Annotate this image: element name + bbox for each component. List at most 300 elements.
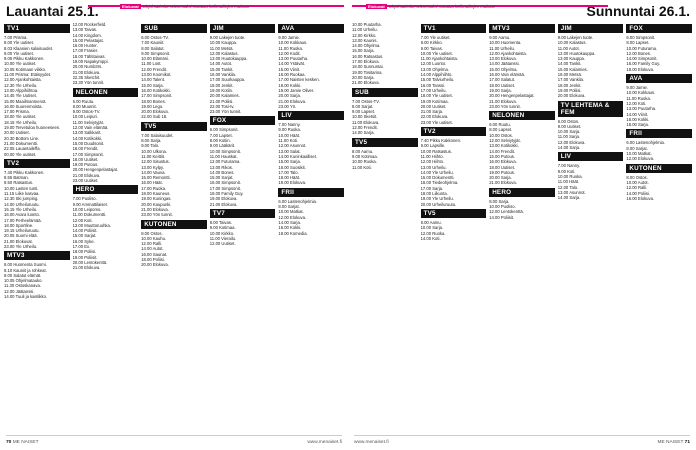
- program-listing: 13.00 Kaunis.: [352, 37, 378, 43]
- program-listing: 8.00 Yle uutiset.: [4, 40, 34, 46]
- program-listing: 13.00 Koomikot.: [141, 72, 172, 78]
- channel-header: FRII: [278, 188, 344, 197]
- program-listing: 16.00 Frendit.: [72, 146, 99, 152]
- program-listing: 11.00 Keittiö.: [141, 153, 166, 159]
- program-listing: 14.00 Tankit.: [557, 61, 582, 67]
- program-listing: 10.00 Ratsastus.: [420, 148, 453, 154]
- program-listing: 17.00 Vankila.: [557, 77, 585, 83]
- editorial-note: [120, 4, 249, 9]
- schedule-column: [626, 22, 692, 432]
- channel-header: SUB: [141, 24, 207, 33]
- program-listing: 12.00 Huutokauppa.: [557, 50, 596, 56]
- program-listing: 12.30 Yle Urheilu.: [4, 82, 38, 88]
- program-listing: 14.00 Viinit.: [626, 111, 649, 117]
- program-listing: 8.00 Sarjat.: [352, 103, 374, 109]
- page-footer: [6, 435, 342, 446]
- program-listing: 11.00 Hauskat.: [209, 153, 238, 159]
- program-listing: 17.00 Salatut.: [489, 77, 516, 83]
- program-listing: 7.00 Puoliso.: [72, 196, 97, 202]
- program-listing: 21.00 Elokuva.: [72, 172, 101, 178]
- program-listing: 14.00 Sarja.: [278, 219, 301, 225]
- program-listing: 17.00 Prisma.: [4, 109, 30, 115]
- program-listing: 14.00 Sarja.: [557, 195, 581, 201]
- program-listing: 23.00 Yle Urheilu.: [4, 243, 38, 249]
- program-listing: 12.00 Jäätanssi.: [4, 288, 35, 294]
- program-listing: 13.00 Ohjelma.: [420, 66, 449, 72]
- program-listing: 18.00 Elokuva.: [626, 66, 655, 72]
- program-listing: 19.00 Napakymppi.: [72, 59, 109, 65]
- program-listing: 6.00 Simpsonit.: [209, 127, 239, 133]
- program-listing: 16.00 Suosikit.: [278, 164, 306, 170]
- program-listing: 7.00 Salaisuudet.: [141, 132, 174, 138]
- program-listing: 11.00 Selviytyjät.: [72, 119, 104, 125]
- program-listing: 11.00 Urheilu.: [489, 45, 515, 51]
- program-listing: 6.00 Ostos-TV.: [141, 35, 169, 40]
- program-listing: 12.00 Rockerfield.: [72, 22, 107, 27]
- program-listing: 8.00 Aamu.: [420, 219, 442, 225]
- program-listing: 20.00 Hengenpelastajat.: [489, 93, 535, 99]
- program-listing: 13.00 Kotikokki.: [489, 143, 519, 149]
- program-listing: 7.00 Ostos-TV.: [352, 98, 380, 104]
- day-title: Lauantai 25.1.: [6, 3, 99, 19]
- channel-header: AVA: [278, 24, 344, 33]
- program-listing: 11.30 Ostoskanava.: [4, 283, 41, 289]
- program-listing: 6.00 Ostos.: [557, 118, 580, 124]
- program-listing: 10.00 Autot.: [626, 179, 649, 185]
- magazine-name: ME NAISET: [657, 439, 684, 445]
- program-listing: 10.00 Simpsonit.: [209, 148, 241, 154]
- program-listing: 9.05 Pikku Kakkonen.: [4, 56, 45, 62]
- program-listing: 12.00 Frendit.: [352, 125, 378, 131]
- program-listing: 20.00 Sarja.: [352, 74, 375, 80]
- program-listing: 12.00 Kirkko.: [352, 32, 377, 38]
- program-listing: 16.00 Metsä.: [557, 72, 582, 78]
- program-listing: 16.00 Hunter.: [72, 43, 98, 49]
- editorial-note: [366, 4, 495, 9]
- program-listing: 13.00 Asunnot.: [557, 189, 586, 195]
- program-listing: 18.00 Yle uutiset.: [420, 93, 453, 99]
- program-listing: 11.00 Autot.: [557, 45, 580, 51]
- program-listing: 8.00 Aamu.: [352, 148, 374, 154]
- program-listing: 9.00 Yle uutiset.: [4, 50, 34, 56]
- program-listing: 16.00 Tiedeohjelma.: [420, 180, 459, 186]
- program-listing: 11.00 Vierailu.: [209, 235, 237, 241]
- program-listing: 9.00 Salatut elämät.: [4, 272, 42, 278]
- program-listing: 13.00 Rikos.: [209, 164, 234, 170]
- program-listing: 9.00 Kotimaa.: [352, 153, 378, 159]
- program-listing: 20.00 Kalamies.: [209, 93, 240, 99]
- program-listing: 12.00 Frendit.: [141, 66, 168, 72]
- program-listing: 6.00 Huomenta Suomi.: [4, 262, 47, 268]
- program-listing: 15.00 Sarjat.: [209, 175, 234, 181]
- program-listing: 20.00 Sarja.: [278, 93, 301, 99]
- program-listing: 13.00 Huutokauppa.: [209, 56, 248, 62]
- program-listing: 12.00 Luonto.: [420, 61, 447, 67]
- channel-header: KUTONEN: [141, 220, 207, 229]
- program-listing: 10.00 Kauhu.: [141, 235, 167, 241]
- program-listing: 11.00 Sarja.: [557, 134, 581, 140]
- program-listing: 20.00 Elokuva.: [141, 262, 169, 268]
- program-listing: 12.00 Elokuva.: [626, 156, 655, 162]
- program-listing: 8.00 Sarjat.: [626, 145, 648, 151]
- program-listing: 19.15 Urheiluruutu.: [4, 228, 40, 234]
- category-tag: Elokuvat: [122, 4, 139, 9]
- program-listing: 14.00 Simpsonit.: [626, 56, 658, 62]
- schedule-column: [210, 22, 276, 432]
- program-listing: 8.10 Kauniit ja rohkeat.: [4, 267, 47, 273]
- program-listing: 10.00 Leipomo.: [72, 206, 102, 212]
- program-listing: 15.00 Duudsonit.: [72, 140, 105, 146]
- program-listing: 19.00 Yle Urheilu.: [420, 196, 454, 202]
- program-listing: 17.00 Simpsonit.: [141, 93, 173, 99]
- program-listing: 14.00 Talent.: [141, 77, 166, 83]
- program-listing: 18.00 Liikunta.: [420, 191, 448, 197]
- program-listing: 14.00 Poliisit.: [489, 214, 515, 220]
- program-listing: 7.40 Pikku Kakkonen.: [420, 138, 462, 144]
- program-listing: 14.00 Koti.: [420, 235, 441, 241]
- program-listing: 11.00 Hiihto.: [420, 153, 444, 159]
- program-listing: 12.00 Elokuva.: [278, 214, 307, 220]
- program-listing: 13.00 Elokuva.: [489, 56, 517, 62]
- program-listing: 14.00 Poliisi.: [626, 190, 651, 196]
- program-listing: 15.00 Dokumentti.: [420, 175, 455, 181]
- program-listing: 10.00 Elämäni.: [141, 56, 170, 62]
- program-listing: 17.00 Elokuva.: [352, 59, 380, 65]
- program-listing: 18.00 Sunnuntai.: [352, 64, 384, 70]
- program-listing: 10.05 Kotimaan viikko.: [4, 66, 47, 72]
- program-listing: 12.00 Elokuva.: [557, 139, 586, 145]
- program-listing: 13.00 Salkkarit.: [72, 130, 102, 136]
- program-listing: 15.00 Sarja.: [352, 48, 375, 54]
- program-listing: 14.00 Ohjelma.: [352, 43, 381, 49]
- program-listing: 14.00 Urheiluruutu.: [4, 201, 40, 207]
- program-listing: 13.00 Alppihiihtoa.: [4, 87, 39, 93]
- program-listing: 12.00 Sisustus.: [141, 159, 170, 165]
- channel-header: TV1: [421, 24, 487, 33]
- program-listing: 14.00 Ystävät.: [278, 61, 306, 67]
- program-listing: 19.00 Elokuva.: [209, 196, 238, 202]
- program-listing: 9.00 Lakejen tuote.: [557, 35, 594, 40]
- program-listing: 21.00 Elokuva.: [278, 98, 307, 104]
- program-listing: 10.00 Leipuri.: [72, 114, 98, 120]
- program-listing: 10.00 Ostos.: [489, 132, 513, 138]
- program-listing: 9.00 Koti.: [557, 168, 576, 174]
- program-listing: 14.00 Autot.: [141, 246, 164, 252]
- program-listing: 7.40 Pikku Kakkonen.: [4, 169, 45, 175]
- program-listing: 13.00 Kylpy.: [141, 164, 164, 170]
- program-listing: 20.00 Urheiluruutu.: [420, 201, 457, 207]
- channel-header: NELONEN: [489, 111, 555, 120]
- program-listing: 19.00 Poliisit.: [72, 254, 98, 260]
- program-listing: 9.00 Simpsonit.: [141, 50, 171, 56]
- program-listing: 12.00 Kodit.: [278, 50, 301, 56]
- schedule-column: [73, 22, 139, 432]
- program-listing: 20.00 Kaupunki.: [141, 201, 172, 207]
- program-listing: 14.00 Kotikokki.: [72, 135, 103, 141]
- program-listing: 18.00 Uutiset.: [489, 82, 516, 88]
- program-listing: 19.00 Elokuva.: [278, 180, 307, 186]
- program-listing: 13.00 Muuttoruuhka.: [72, 222, 112, 228]
- program-listing: 14.00 Sarja.: [557, 145, 581, 151]
- program-listing: 18.00 Bones.: [141, 98, 166, 104]
- program-listing: 00.00 Yle uutiset.: [4, 151, 37, 157]
- program-listing: 12.00 Ralli.: [626, 185, 648, 191]
- program-listing: 6.00 Ruutu.: [72, 98, 95, 104]
- schedule-column: [278, 22, 344, 432]
- program-listing: 8.00 Ostos.: [626, 174, 648, 180]
- program-listing: 12.00 Ajankohtaista.: [4, 77, 42, 83]
- program-listing: 18.15 Yle Urheilu.: [4, 119, 38, 125]
- program-listing: 10.00 Kirkko.: [209, 230, 235, 236]
- channel-header: JIM: [558, 24, 624, 33]
- editorial-text: Ohjelmatiedot seitsemäksi muuttua kellonaikojen mukaan: [142, 4, 250, 9]
- program-listing: 14.00 Kingdom.: [72, 32, 102, 38]
- program-listing: 15.00 Remontti.: [141, 175, 171, 181]
- program-listing: 12.00 Bones.: [626, 50, 652, 56]
- program-listing: 19.00 Kotiin.: [209, 87, 234, 93]
- program-listing: 9.00 Lakejen tuote.: [209, 35, 246, 40]
- program-listing: 14.00 Jäätanssi.: [489, 61, 520, 67]
- program-listing: 12.00 Talo.: [557, 184, 579, 190]
- program-listing: 16.00 Ruokaa.: [278, 72, 306, 78]
- program-listing: 11.00 Ajankohtaista.: [420, 56, 458, 62]
- channel-header: TV7: [210, 209, 276, 218]
- channel-header: FOX: [210, 116, 276, 125]
- program-listing: 21.00 Elokuva.: [72, 265, 101, 271]
- program-listing: 14.00 Sarja.: [352, 130, 375, 136]
- program-listing: 15.00 Putous.: [489, 153, 516, 159]
- program-listing: 13.00 Salat.: [278, 148, 301, 154]
- program-listing: 9.00 Ammattilaiset.: [72, 201, 108, 207]
- program-listing: 10.00 Puoliso.: [489, 204, 516, 210]
- program-listing: 12.00 Koti.: [626, 100, 647, 106]
- program-listing: 17.00 Suurkauppa.: [209, 77, 246, 83]
- program-listing: 21.00 Elokuva.: [489, 98, 517, 104]
- program-listing: 18.00 Uutiset.: [489, 164, 516, 170]
- program-listing: 9.00 Uutiset.: [557, 123, 582, 129]
- program-listing: 15.00 Sarjat.: [72, 233, 97, 239]
- program-listing: 23.00 Yö.: [278, 103, 297, 109]
- program-listing: 22.00 Sub 18.: [141, 114, 168, 120]
- footer-url[interactable]: www.menaiset.fi: [307, 439, 342, 445]
- program-listing: 20.00 Elokuva.: [557, 93, 586, 99]
- program-listing: 22.05 Lauantaileffa.: [4, 146, 41, 152]
- program-listing: 9.00 Aamu.: [489, 35, 511, 40]
- program-listing: 18.00 Family Guy.: [209, 191, 244, 197]
- program-listing: 7.00 Nanny.: [557, 163, 581, 169]
- program-listing: 16.00 Family Guy.: [626, 61, 661, 67]
- program-listing: 16.00 Kokki.: [626, 116, 650, 122]
- program-listing: 17.00 Sarja.: [420, 185, 444, 191]
- program-listing: 21.00 Elokuva.: [209, 201, 238, 207]
- program-listing: 19.00 Kotimaa.: [420, 98, 449, 104]
- program-listing: 9.00 Lapset.: [352, 109, 376, 115]
- program-listing: 12.30 Ski jumping.: [4, 196, 39, 202]
- program-listing: 7.00 Yle uutiset.: [420, 35, 451, 40]
- program-listing: 10.00 Yle uutiset.: [4, 61, 37, 67]
- program-listing: 12.00 Lentokenttä.: [489, 209, 524, 215]
- program-listing: 11.00 Häät.: [557, 179, 580, 185]
- program-listing: 12.00 Koti.: [72, 217, 93, 223]
- program-listing: 7.00 Kauniit.: [141, 40, 165, 46]
- channel-header: TV5: [421, 209, 487, 218]
- program-listing: 7.00 Lapset.: [209, 132, 233, 138]
- program-listing: 10.00 Kokkaus.: [278, 40, 308, 46]
- program-listing: 16.00 Saunat.: [141, 251, 168, 257]
- program-listing: 12.00 Vain elämää.: [72, 125, 109, 131]
- program-listing: 12.00 Hiihto.: [420, 159, 445, 165]
- program-listing: 8.00 Ostos.: [141, 230, 163, 236]
- program-listing: 12.00 Ruoka.: [420, 230, 446, 236]
- program-listing: 11.00 Ruoka.: [626, 95, 651, 101]
- program-listing: 10.00 Kauppa.: [209, 40, 238, 46]
- program-listing: 11.00 Prisma: Etäisyydet.: [4, 72, 52, 78]
- program-listing: 19.00 Putous.: [489, 169, 516, 175]
- program-listing: 8.03 Klaanien salaisuudet.: [4, 45, 54, 51]
- schedule-column: [421, 22, 487, 432]
- program-listing: 17.00 Simpsonit.: [72, 151, 104, 157]
- program-listing: 16.00 Syke.: [72, 238, 95, 244]
- program-listing: 9.00 Ostos-TV.: [72, 109, 101, 115]
- channel-header: FOX: [626, 24, 692, 33]
- program-listing: 17.00 Ruoka.: [141, 185, 167, 191]
- program-listing: 13.00 Puutarha.: [278, 56, 309, 62]
- program-listing: 9.00 Taivas.: [420, 45, 443, 51]
- program-listing: 18.00 Komedia.: [278, 230, 308, 236]
- channel-header: TV1: [4, 24, 70, 33]
- channel-header: MTV3: [4, 251, 70, 260]
- program-listing: 16.00 Elokuva.: [489, 159, 517, 165]
- program-listing: 6.00 Lastenohjelmia.: [626, 140, 666, 146]
- program-listing: 12.00 Selviytyjät.: [489, 138, 521, 144]
- channel-header: TV2: [4, 159, 70, 168]
- program-listing: 19.00 Tositarina.: [352, 69, 383, 75]
- channel-header: AVA: [626, 74, 692, 83]
- program-listing: 20.00 Elokuva.: [141, 109, 169, 115]
- program-listing: 15.00 Maailmanmenot.: [4, 98, 47, 104]
- program-listing: 15.15 Yle Urheilu.: [4, 206, 38, 212]
- program-listing: 16.00 Avara luonto.: [4, 212, 41, 218]
- program-listing: 14.00 Tuuli ja kaislikko.: [4, 294, 48, 300]
- program-listing: 14.00 Kuninkaalliset.: [278, 153, 318, 159]
- program-listing: 10.00 Matkat.: [626, 151, 652, 157]
- program-listing: 8.00 Lapset.: [626, 40, 650, 46]
- program-listing: 15.00 Ohjelma.: [489, 66, 518, 72]
- program-listing: 13.00 Urheilu.: [420, 164, 447, 170]
- program-listing: 6.00 Lastenohjelmia.: [278, 198, 318, 204]
- channel-header: FRII: [626, 129, 692, 138]
- program-listing: 7.00 Prisma.: [4, 35, 28, 40]
- program-listing: 15.00 Kalamies.: [557, 66, 588, 72]
- program-listing: 11.00 Dokumentti.: [72, 212, 107, 218]
- channel-header: TV5: [352, 138, 418, 147]
- program-listing: 12.00 Futurama.: [209, 159, 241, 165]
- program-listing: 22.35 Sketchit.: [72, 74, 101, 80]
- program-listing: 17.00 Urheilu.: [420, 87, 447, 93]
- program-listing: 15.00 Pelastajat.: [72, 37, 104, 43]
- program-listing: 22.00 Tosi-tv.: [209, 103, 235, 109]
- program-listing: 21.00 Elokuva.: [489, 180, 517, 186]
- program-listing: 11.00 Ruoka.: [278, 45, 303, 51]
- program-listing: 14.00 Bones.: [209, 169, 235, 175]
- footer-url[interactable]: www.menaiset.fi: [354, 439, 389, 445]
- program-listing: 10.00 Sketsit.: [352, 114, 378, 120]
- program-listing: 18.00 Yle uutiset.: [4, 114, 37, 120]
- channel-header: TV5: [141, 122, 207, 131]
- program-listing: 18.00 Uutiset.: [72, 156, 99, 162]
- program-listing: 18.00 Sarja.: [626, 122, 649, 128]
- program-listing: 20.00 Sarja.: [489, 175, 512, 181]
- program-listing: 14.00 Autot.: [209, 61, 233, 67]
- channel-header: HERO: [489, 188, 555, 197]
- program-listing: 10.00 Puutarha.: [352, 22, 382, 27]
- schedule-column: [558, 22, 624, 432]
- program-listing: 9.00 Ruoka.: [278, 127, 301, 133]
- program-listing: 21.00 Poliisi.: [209, 98, 234, 104]
- program-listing: 9.00 Lapsille.: [420, 143, 446, 149]
- channel-header: HERO: [73, 185, 139, 194]
- program-listing: 17.00 Ex.: [72, 243, 91, 249]
- program-listing: 16.00 Elokuva.: [626, 195, 655, 201]
- program-listing: 9.50 Ratsastus.: [4, 180, 34, 186]
- channel-header: MTV3: [489, 24, 555, 33]
- program-listing: 8.00 Muumit.: [72, 103, 97, 109]
- program-listing: 22.00 Elokuva.: [420, 114, 449, 120]
- program-listing: 23.00 Uutiset.: [72, 178, 99, 184]
- program-listing: 19.00 Putous.: [72, 162, 99, 168]
- program-listing: 13.00 Kauppa.: [557, 56, 586, 62]
- program-listing: 10.00 Ruoka.: [557, 173, 583, 179]
- program-listing: 10.00 Kokkaus.: [626, 90, 656, 96]
- program-listing: 16.00 Vain elämää.: [489, 72, 525, 78]
- program-listing: 20.30 Bottom Line.: [4, 135, 40, 141]
- program-listing: 14.00 Yle Urheilu.: [420, 169, 454, 175]
- program-listing: 13.00 Puutarha.: [626, 106, 657, 112]
- program-listing: 18.00 Jenkit.: [557, 82, 582, 88]
- program-listing: 8.00 Sarja.: [141, 138, 162, 144]
- program-listing: 15.00 Viinit.: [278, 66, 301, 72]
- day-title: Sunnuntai 26.1.: [586, 3, 690, 19]
- channel-header: LIV: [558, 152, 624, 161]
- program-listing: 14.00 Frendit.: [489, 148, 516, 154]
- program-listing: 16.00 Simpsonit.: [209, 180, 241, 186]
- program-listing: 19.00 Lego.: [141, 103, 164, 109]
- magazine-name: ME NAISET: [12, 439, 39, 445]
- right-page: [348, 0, 696, 450]
- program-listing: 8.00 Salatut.: [141, 45, 165, 51]
- schedule-columns: [4, 22, 344, 432]
- program-listing: 17.00 Talo.: [278, 169, 299, 175]
- program-listing: 10.05 Ohjelmatauko.: [4, 278, 43, 284]
- program-listing: 10.00 Sarja.: [420, 225, 444, 231]
- program-listing: 11.00 Lost.: [141, 61, 162, 67]
- schedule-column: [489, 22, 555, 432]
- program-listing: 16.00 Ratsastus.: [352, 53, 384, 59]
- program-listing: 18.00 Tähtitaivas.: [72, 53, 106, 59]
- program-listing: 11.00 Koti.: [278, 138, 299, 144]
- program-listing: 8.00 Kotiin.: [209, 138, 231, 144]
- program-listing: 15.00 Sarja.: [278, 159, 301, 165]
- program-listing: 6.00 Simpsonit.: [626, 35, 656, 40]
- program-listing: 11.00 Koti.: [352, 164, 372, 170]
- program-listing: 12.00 Ajankohtaista.: [489, 50, 527, 56]
- program-listing: 21.00 Dokumentti.: [4, 140, 38, 146]
- program-listing: 23.00 Yle uutiset.: [420, 119, 453, 125]
- program-listing: 8.00 Kirkko.: [420, 40, 443, 46]
- program-listing: 16.00 Kokki.: [278, 225, 302, 231]
- program-listing: 10.00 Matkat.: [278, 209, 304, 215]
- channel-header: KUTONEN: [626, 164, 692, 173]
